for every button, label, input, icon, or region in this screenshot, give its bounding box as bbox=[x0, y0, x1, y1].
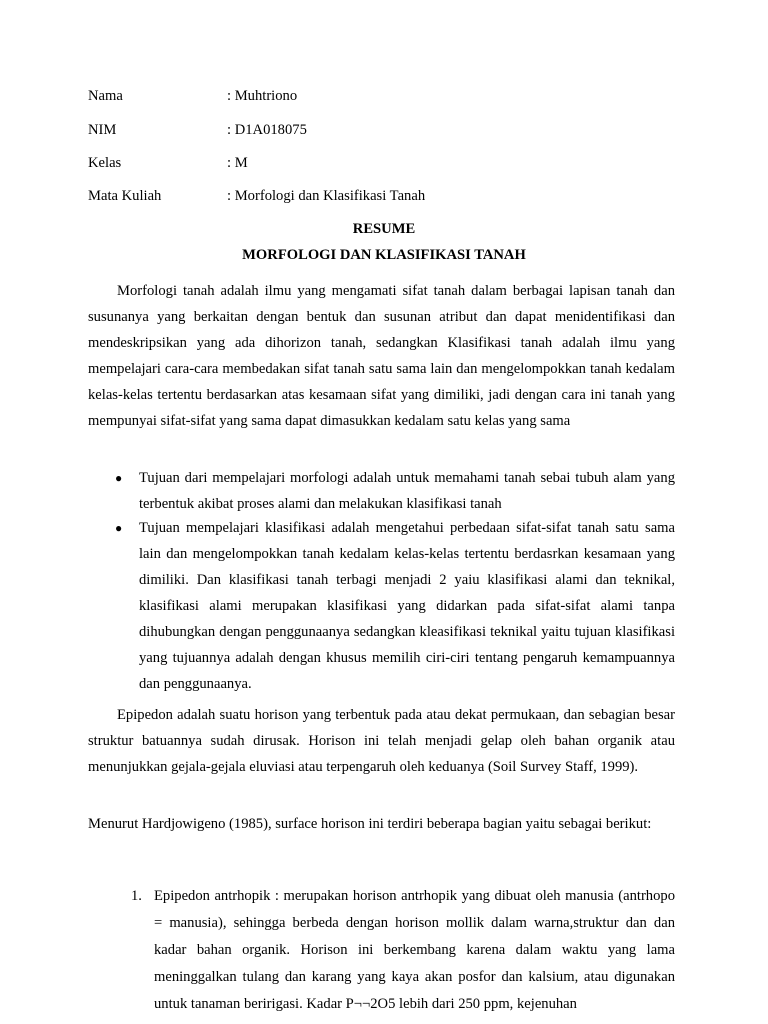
meta-value: : Muhtriono bbox=[227, 88, 298, 104]
bullet-text: Tujuan dari mempelajari morfologi adalah untuk memahami tanah sebai tubuh alam yang terbentuk akibat proses alami dan melakukan klasifikasi tanah bbox=[139, 470, 675, 512]
meta-value: : D1A018075 bbox=[227, 122, 307, 138]
document-heading-title: MORFOLOGI DAN KLASIFIKASI TANAH bbox=[242, 247, 526, 263]
meta-label: NIM bbox=[88, 122, 117, 138]
numbered-text: Epipedon antrhopik : merupakan horison antrhopik yang dibuat oleh manusia (antrhopo = manusia), sehingga berbeda dengan horison mollik dalam warna,struktur dan dan kadar bahan organik. Horison ini berkembang karena dalam waktu yang lama meninggalkan tulang dan karang yang kaya akan posfor dan kalsium, atau digunakan untuk tanaman beririgasi. Kadar P¬¬2O5 lebih dari 250 ppm, kejenuhan bbox=[154, 888, 675, 1012]
meta-label: Nama bbox=[88, 88, 123, 104]
paragraph-morfologi: Morfologi tanah adalah ilmu yang mengamati sifat tanah dalam berbagai lapisan tanah dan susunanya yang berkaitan dengan bentuk dan susunan atribut dan dapat menidentifikasi dan mendeskripsikan yang ada dihorizon tanah, sedangkan Klasifikasi tanah adalah ilmu yang mempelajari cara-cara membedakan sifat tanah satu sama lain dan mengelompokkan tanah kedalam kelas-kelas tertentu berdasarkan atas kesamaan sifat yang dimiliki, jadi dengan cara ini tanah yang mempunyai sifat-sifat yang sama dapat dimasukkan kedalam satu kelas yang sama bbox=[88, 283, 675, 429]
numbered-item bbox=[131, 883, 675, 1018]
meta-value: : M bbox=[227, 155, 248, 171]
bullet-item bbox=[115, 465, 675, 517]
meta-label: Mata Kuliah bbox=[88, 188, 162, 204]
bullet-item bbox=[115, 515, 675, 697]
bullet-icon: ● bbox=[115, 521, 123, 535]
list-number: 1. bbox=[131, 888, 142, 904]
paragraph-epipedon: Epipedon adalah suatu horison yang terbentuk pada atau dekat permukaan, dan sebagian besar struktur batuannya sudah dirusak. Horison ini telah menjadi gelap oleh bahan organik atau menunjukkan gejala-gejala eluviasi atau terpengaruh oleh keduanya (Soil Survey Staff, 1999). bbox=[88, 707, 675, 775]
bullet-text: Tujuan mempelajari klasifikasi adalah mengetahui perbedaan sifat-sifat tanah satu sama lain dan mengelompokkan tanah kedalam kelas-kelas tertentu berdasrkan kesamaan yang dimiliki. Dan klasifikasi tanah terbagi menjadi 2 yaiu klasifikasi alami dan teknikal, klasifikasi alami merupakan klasifikasi yang didarkan pada sifat-sifat alami tanpa dihubungkan dengan penggunaanya sedangkan kleasifikasi teknikal yaitu tujuan klasifikasi yang tujuannya adalah dengan khusus memilih ciri-ciri tentang pengaruh kemampuannya dan penggunaanya. bbox=[139, 520, 675, 692]
document-heading-resume: RESUME bbox=[352, 221, 416, 237]
bullet-icon: ● bbox=[115, 471, 123, 485]
meta-value: : Morfologi dan Klasifikasi Tanah bbox=[227, 188, 426, 204]
paragraph-menurut: Menurut Hardjowigeno (1985), surface horison ini terdiri beberapa bagian yaitu sebagai berikut: bbox=[88, 816, 652, 832]
meta-label: Kelas bbox=[88, 155, 122, 171]
